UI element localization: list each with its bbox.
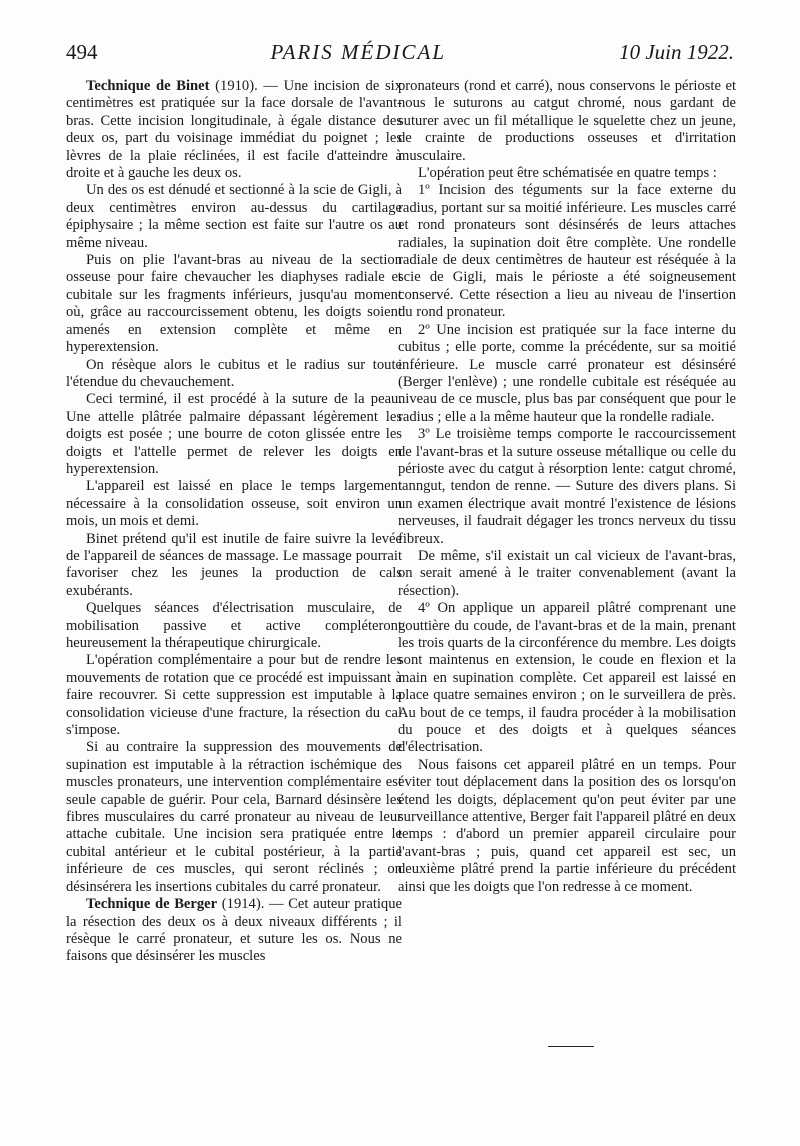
paragraph: Ceci terminé, il est procédé à la suture de la peau. Une attelle plâtrée palmaire dépassant légèrement les doigts est posée ; une bourre de coton glissée entre les doigts et l'attelle permet de relever les doigts en hyperextension. bbox=[66, 391, 402, 477]
paragraph: Un des os est dénudé et sectionné à la scie de Gigli, à deux centimètres environ au-dessus du cartilage épiphysaire ; la même section est faite sur l'autre os au même niveau. bbox=[66, 182, 402, 251]
paragraph bbox=[66, 78, 402, 182]
paragraph: pronateurs (rond et carré), nous conservons le périoste et nous le suturons au catgut chromé, nous gardant de suturer avec un fil métallique le squelette chez un jeune, de crainte de productions osseuses et d'irritation musculaire. bbox=[398, 78, 736, 164]
paragraph: Puis on plie l'avant-bras au niveau de la section osseuse pour faire chevaucher les diaphyses radiale et cubitale sur les fragments inférieurs, jusqu'au moment où, grâce au raccourcissement obtenu, les doigts soient amenés en extension complète et même en hyperextension. bbox=[66, 252, 402, 356]
journal-title: PARIS MÉDICAL bbox=[270, 40, 447, 64]
paragraph: 4º On applique un appareil plâtré comprenant une gouttière du coude, de l'avant-bras et de la main, prenant les trois quarts de la circonférence du membre. Les doigts sont maintenus en extension, le coude en flexion et la main en supination complète. Cet appareil est laissé en place quatre semaines environ ; on le surveillera de près. Au bout de ce temps, il faudra procéder à la mobilisation du pouce et des doigts et à quelques séances d'électrisation. bbox=[398, 600, 736, 756]
paragraph: De même, s'il existait un cal vicieux de l'avant-bras, on serait amené à le traiter convenablement (avant la résection). bbox=[398, 547, 736, 599]
page-number: 494 bbox=[66, 40, 98, 64]
paragraph: 2º Une incision est pratiquée sur la face interne du cubitus ; elle porte, comme la précédente, sur sa moitié inférieure. Le muscle carré pronateur est désinséré (Berger l'enlève) ; une rondelle cubitale est réséquée au niveau de ce muscle, plus bas par conséquent que pour le radius ; elle a la même hauteur que la rondelle radiale. bbox=[398, 321, 736, 425]
paragraph bbox=[66, 896, 402, 966]
running-header bbox=[66, 40, 734, 72]
paragraph: On résèque alors le cubitus et le radius sur toute l'étendue du chevauchement. bbox=[66, 356, 402, 390]
section-heading-berger: Technique de Berger bbox=[86, 896, 218, 913]
paragraph: 1º Incision des téguments sur la face externe du radius, portant sur sa moitié inférieure. Les muscles carré et rond pronateurs sont désinsérés de leurs attaches radiales, la supination doit être complète. Une rondelle radiale de deux centimètres de hauteur est réséquée à la scie de Gigli, mais le périoste a été soigneusement conservé. Cette résection a lieu au niveau de l'insertion du rond pronateur. bbox=[398, 182, 736, 321]
section-heading-binet: Technique de Binet bbox=[86, 78, 210, 94]
paragraph: 3º Le troisième temps comporte le raccourcissement de l'avant-bras et la suture osseuse métallique ou celle du périoste avec du catgut à résorption lente: catgut chromé, tanngut, tendon de renne. — Suture des divers plans. Si un examen électrique avait montré l'existence de lésions nerveuses, il faudrait dégager les troncs nerveux du tissu fibreux. bbox=[398, 426, 736, 547]
paragraph: Quelques séances d'électrisation musculaire, de mobilisation passive et active compléteront heureusement la thérapeutique chirurgicale. bbox=[66, 600, 402, 651]
issue-date: 10 Juin 1922. bbox=[619, 40, 734, 64]
paragraph-text: (1914). — Cet auteur pratique la résection des deux os à deux niveaux différents ; il résèque le carré pronateur, et suture les os. Nous ne faisons que désinsérer les muscles bbox=[66, 896, 403, 965]
paragraph: Si au contraire la suppression des mouvements de supination est imputable à la rétraction ischémique des muscles pronateurs, une intervention complémentaire est seule capable de guérir. Pour cela, Barnard désinsère les fibres musculaires du carré pronateur au niveau de leur attache cubitale. Une incision sera pratiquée entre le cubital antérieur et le cubital postérieur, à la partie inférieure de ces muscles, qui seront réclinés ; on désinsérera les insertions cubitales du carré pronateur. bbox=[66, 739, 402, 895]
paragraph-text: (1910). — Une incision de six centimètres est pratiquée sur la face dorsale de l'avant-bras. Cette incision longitudinale, à égale distance des deux os, part du voisinage immédiat du poignet ; les lèvres de la plaie réclinées, il est facile d'atteindre à droite et à gauche les deux os. bbox=[66, 78, 402, 182]
paragraph: L'opération complémentaire a pour but de rendre les mouvements de rotation que ce procédé est impuissant à faire recouvrer. Si cette suppression est imputable à la consolidation vicieuse d'une fracture, la résection du cal s'impose. bbox=[66, 652, 402, 739]
end-rule bbox=[548, 1046, 594, 1047]
left-column bbox=[66, 78, 402, 966]
paragraph: L'appareil est laissé en place le temps largement nécessaire à la consolidation osseuse, soit environ un mois, un mois et demi. bbox=[66, 478, 402, 530]
paragraph: L'opération peut être schématisée en quatre temps : bbox=[418, 165, 717, 182]
paragraph: Binet prétend qu'il est inutile de faire suivre la levée de l'appareil de séances de massage. Le massage pourrait favoriser chez les jeunes la production de cals exubérants. bbox=[66, 530, 402, 599]
paragraph: Nous faisons cet appareil plâtré en un temps. Pour éviter tout déplacement dans la position des os lorsqu'on étend les doigts, déplacement qu'on peut éviter par une surveillance attentive, Berger fait l'appareil plâtré en deux temps : d'abord un premier appareil circulaire pour l'avant-bras ; puis, quand cet appareil est sec, un deuxième plâtré prend la partie inférieure du précédent ainsi que les doigts que l'on redresse à ce moment. bbox=[398, 756, 736, 895]
right-column bbox=[398, 78, 736, 896]
